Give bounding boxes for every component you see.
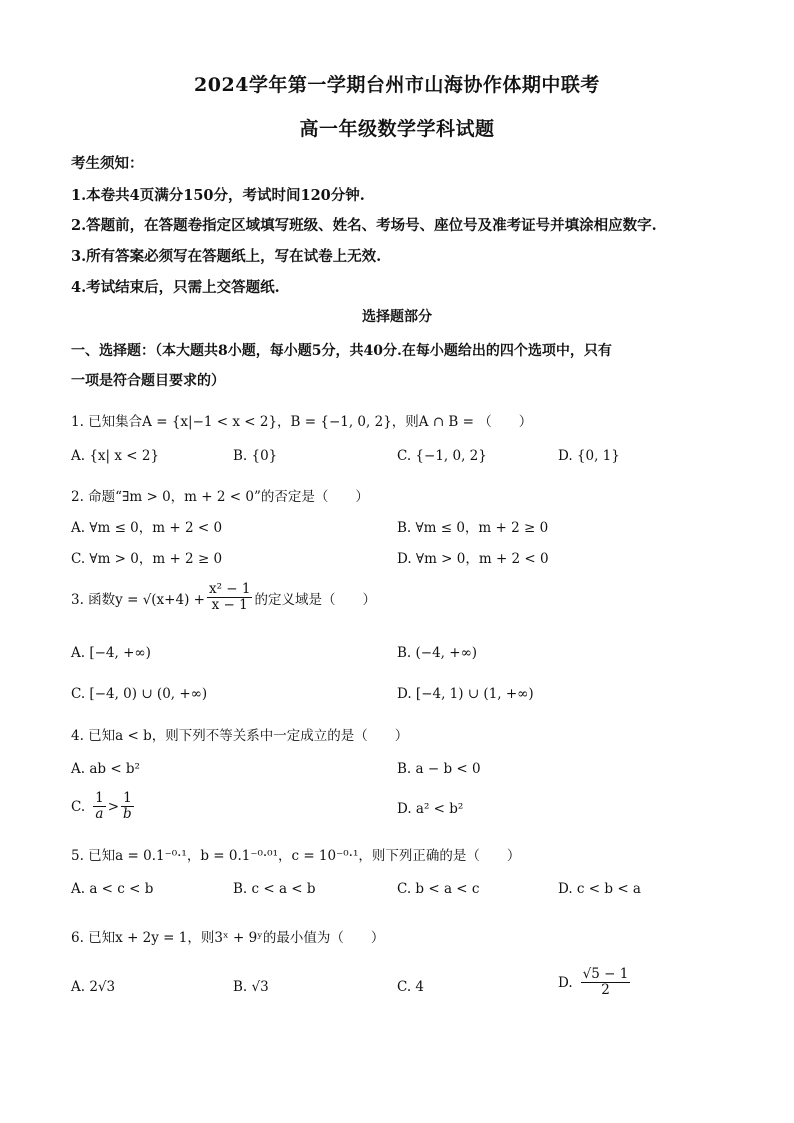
q6-option-a: A. 2√3 — [71, 979, 116, 995]
notice-heading: 考生须知： — [71, 155, 144, 172]
notice-item-4: 4.考试结束后，只需上交答题纸. — [71, 279, 280, 296]
q6-option-d-label: D. — [558, 974, 573, 991]
q1-option-c: C. {−1, 0, 2} — [397, 448, 487, 464]
question-3-stem — [71, 582, 376, 613]
q3-fraction — [207, 582, 253, 613]
q1-option-a: A. {x| x < 2} — [71, 448, 160, 464]
notice-item-1: 1.本卷共4页满分150分，考试时间120分钟. — [71, 187, 365, 204]
question-2-stem: 2. 命题“∃m > 0，m + 2 < 0”的否定是（ ） — [71, 489, 369, 505]
q5-option-b: B. c < a < b — [233, 881, 316, 897]
q6-option-d — [558, 967, 632, 998]
question-1-stem: 1. 已知集合A = {x|−1 < x < 2}，B = {−1, 0, 2}，则A ∩ B = （ ） — [71, 414, 533, 430]
q6-option-d-fraction — [581, 967, 631, 998]
q4-option-a: A. ab < b² — [71, 761, 140, 777]
q6-option-c: C. 4 — [397, 979, 425, 995]
exam-title: 2024学年第一学期台州市山海协作体期中联考 — [194, 74, 600, 96]
q3-option-a: A. [−4, +∞) — [71, 645, 151, 661]
q3-fraction-denominator: x − 1 — [211, 597, 248, 613]
q3-option-b: B. (−4, +∞) — [397, 645, 478, 661]
part-instructions-line1: 一、选择题：（本大题共8小题，每小题5分，共40分.在每小题给出的四个选项中，只有 — [71, 343, 612, 359]
question-4-stem: 4. 已知a < b，则下列不等关系中一定成立的是（ ） — [71, 728, 409, 744]
q2-option-d: D. ∀m > 0，m + 2 < 0 — [397, 551, 549, 567]
q3-option-d: D. [−4, 1) ∪ (1, +∞) — [397, 686, 534, 702]
q4-option-d: D. a² < b² — [397, 801, 464, 817]
question-5-stem: 5. 已知a = 0.1⁻⁰·¹，b = 0.1⁻⁰·⁰¹，c = 10⁻⁰·¹，则下列正确的是（ ） — [71, 848, 521, 864]
q2-option-a: A. ∀m ≤ 0，m + 2 < 0 — [71, 520, 223, 536]
q2-option-b: B. ∀m ≤ 0，m + 2 ≥ 0 — [397, 520, 549, 536]
q5-option-c: C. b < a < c — [397, 881, 480, 897]
q3-fraction-numerator: x² − 1 — [208, 581, 251, 597]
q1-option-d: D. {0, 1} — [558, 448, 620, 464]
exam-subtitle: 高一年级数学学科试题 — [299, 118, 495, 140]
q4-option-c-left-fraction: $\frac{1}{a}$ — [95, 790, 104, 822]
q4-option-c-right-fraction: $\frac{1}{b}$ — [123, 790, 132, 822]
q1-option-b: B. {0} — [233, 448, 278, 464]
q4-option-c-label: C. — [71, 798, 86, 815]
q3-stem-prefix: 3. 函数y = √(x+4) + — [71, 591, 205, 608]
section-title: 选择题部分 — [362, 309, 432, 325]
q2-option-c: C. ∀m > 0，m + 2 ≥ 0 — [71, 551, 223, 567]
q3-stem-suffix: 的定义域是（ ） — [254, 591, 376, 608]
q5-option-a: A. a < c < b — [71, 881, 154, 897]
notice-item-2: 2.答题前，在答题卷指定区域填写班级、姓名、考场号、座位号及准考证号并填涂相应数字. — [71, 217, 657, 234]
q6-option-d-numerator: √5 − 1 — [582, 966, 629, 982]
notice-item-3: 3.所有答案必须写在答题纸上，写在试卷上无效. — [71, 248, 382, 265]
q4-option-c: C. $\frac{1}{a}$ > $\frac{1}{b}$ — [71, 790, 132, 822]
q5-option-d: D. c < b < a — [558, 881, 641, 897]
part-instructions-line2: 一项是符合题目要求的） — [71, 373, 225, 389]
question-6-stem: 6. 已知x + 2y = 1，则3ˣ + 9ʸ的最小值为（ ） — [71, 930, 385, 946]
q6-option-d-denominator: 2 — [601, 982, 610, 998]
q4-option-b: B. a − b < 0 — [397, 761, 481, 777]
q3-option-c: C. [−4, 0) ∪ (0, +∞) — [71, 686, 208, 702]
q6-option-b: B. √3 — [233, 979, 269, 995]
